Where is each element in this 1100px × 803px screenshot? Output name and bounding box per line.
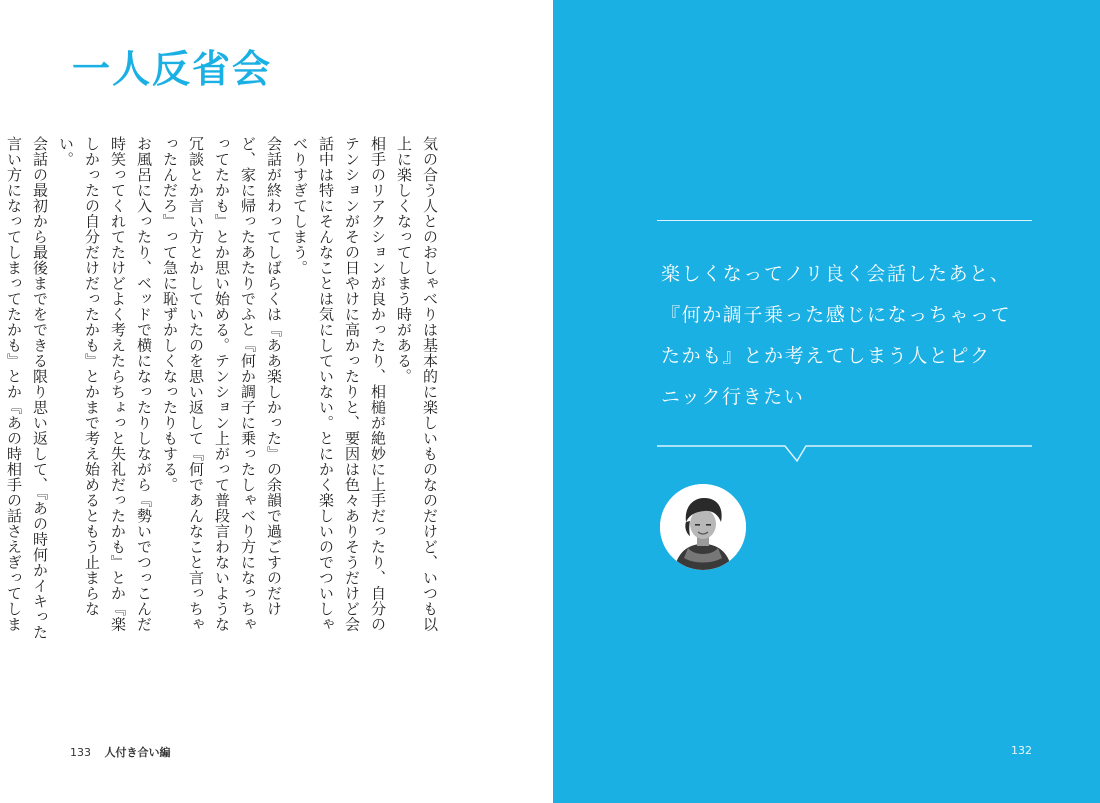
body-text [0,136,443,641]
right-page [553,0,1100,803]
quote-line: ニック行きたい [661,386,805,408]
quote-line: たかも』とか考えてしまう人とピク [661,345,991,367]
quote-text [661,254,1051,418]
paragraph: 気の合う人とのおしゃべりは基本的に楽しいものなのだけど、いつも以上に楽しくなってしまう時がある。 [395,136,439,632]
author-portrait [660,484,746,570]
paragraph: 会話が終わってしばらくは『ああ楽しかった』の余韻で過ごすのだけど、家に帰ったあたりでふと『何か調子に乗ったしゃべり方になっちゃってたかも』とか思い始める。テンション上がって普段言わないような冗談とか言い方とかしていたのを思い返して『何であんなこと言っちゃったんだろ』って急に恥ずかしくなったりもする。 [161,136,283,632]
paragraph: お風呂に入ったり、ベッドで横になったりしながら『勢いでつっこんだ時笑ってくれてたけどよく考えたらちょっと失礼だったかも』とか『楽しかったの自分だけだったかも』とかまで考え始めるともう止まらない。 [57,136,153,632]
speech-bubble-tail-icon [657,440,1032,464]
chapter-title: 一人反省会 [72,47,273,91]
page-number-left: 133 [70,746,91,759]
quote-line: 『何か調子乗った感じになっちゃって [661,304,1012,326]
paragraph: 相手のリアクションが良かったり、相槌が絶妙に上手だったり、自分のテンションがその日やけに高かったりと、要因は色々ありそうだけど会話中は特にそんなことは気にしていない。とにかく楽しいのでついしゃべりすぎてしまう。 [291,136,387,632]
section-label: 人付き合い編 [104,746,171,759]
left-page-footer [70,744,171,760]
page-number-right: 132 [1011,744,1032,757]
paragraph: 会話の最初から最後までをできる限り思い返して、『あの時何かイキった言い方になってしまってたかも』とか『あの時相手の話さえぎってしま [5,136,49,640]
quote-rule-top [657,220,1032,221]
quote-line: 楽しくなってノリ良く会話したあと、 [661,263,1011,285]
